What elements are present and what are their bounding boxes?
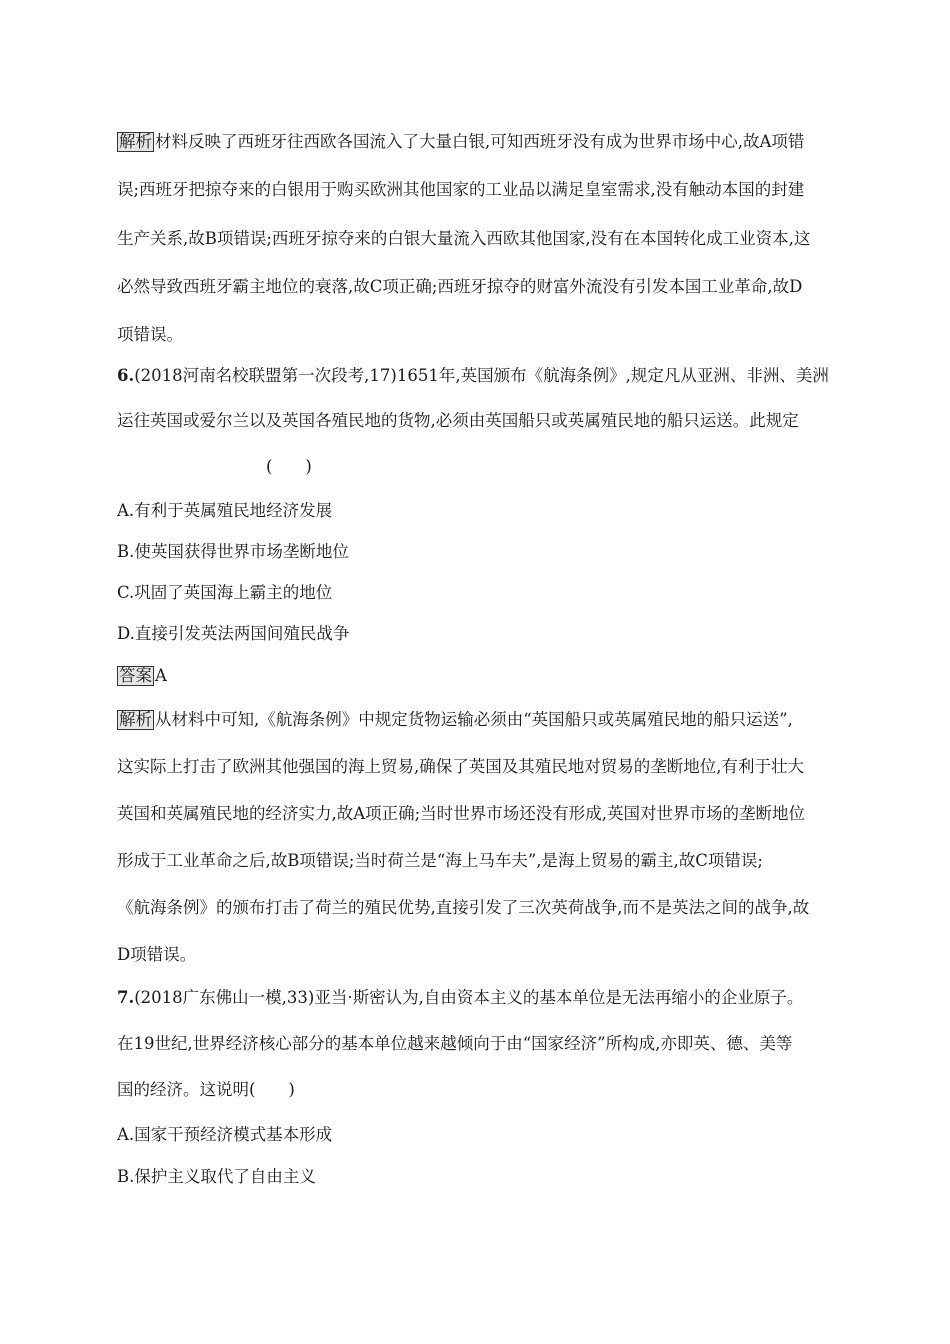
answer-tag: 答案 <box>119 666 152 685</box>
question-number: 7. <box>117 988 135 1007</box>
q6-analysis-line-2: 这实际上打击了欧洲其他强国的海上贸易,确保了英国及其殖民地对贸易的垄断地位,有利于壮大 <box>117 757 804 776</box>
q7-stem-line-3: 国的经济。这说明( ) <box>117 1080 295 1099</box>
q6-option-a: A.有利于英属殖民地经济发展 <box>117 501 333 520</box>
q7-option-b: B.保护主义取代了自由主义 <box>117 1167 316 1186</box>
q7-stem-line-2: 在19世纪,世界经济核心部分的基本单位越来越倾向于由“国家经济”所构成,亦即英、德、美等 <box>117 1034 793 1053</box>
q6-analysis-line-3: 英国和英属殖民地的经济实力,故A项正确;当时世界市场还没有形成,英国对世界市场的垄断地位 <box>117 804 805 823</box>
q7-option-a: A.国家干预经济模式基本形成 <box>117 1125 333 1144</box>
q6-stem-line-1: 6.(2018河南名校联盟第一次段考,17)1651年,英国颁布《航海条例》,规定凡从亚洲、非洲、美洲 <box>117 366 829 385</box>
q6-analysis-line-1: 解析 从材料中可知,《航海条例》中规定货物运输必须由“英国船只或英属殖民地的船只运送”, <box>119 710 793 729</box>
q6-answer <box>117 665 837 687</box>
q7-stem-line-1: 7.(2018广东佛山一模,33)亚当·斯密认为,自由资本主义的基本单位是无法再缩小的企业原子。 <box>117 988 804 1007</box>
q6-option-c: C.巩固了英国海上霸主的地位 <box>117 583 333 602</box>
q6-analysis-line-4: 形成于工业革命之后,故B项错误;当时荷兰是“海上马车夫”,是海上贸易的霸主,故C项错误; <box>117 851 763 870</box>
q5-analysis-line-4: 必然导致西班牙霸主地位的衰落,故C项正确;西班牙掠夺的财富外流没有引发本国工业革命,故D <box>117 277 803 296</box>
q5-analysis-line-3: 生产关系,故B项错误;西班牙掠夺来的白银大量流入西欧其他国家,没有在本国转化成工业资本,这 <box>117 229 811 248</box>
q6-option-d: D.直接引发英法两国间殖民战争 <box>117 624 350 643</box>
analysis-tag: 解析 <box>119 132 152 151</box>
q6-option-b: B.使英国获得世界市场垄断地位 <box>117 542 349 561</box>
q5-analysis-line-5: 项错误。 <box>117 325 183 344</box>
analysis-tag: 解析 <box>119 710 152 729</box>
q6-analysis-line-6: D项错误。 <box>117 945 197 964</box>
q5-analysis-line-2: 误;西班牙把掠夺来的白银用于购买欧洲其他国家的工业品以满足皇室需求,没有触动本国的封建 <box>117 180 805 199</box>
q6-stem-line-2: 运往英国或爱尔兰以及英国各殖民地的货物,必须由英国船只或英属殖民地的船只运送。此规定 <box>117 411 799 430</box>
q6-answer-blank: ( ) <box>266 457 312 476</box>
q6-analysis-line-5: 《航海条例》的颁布打击了荷兰的殖民优势,直接引发了三次英荷战争,而不是英法之间的战争,故 <box>117 898 810 917</box>
q5-analysis-line-1: 解析 材料反映了西班牙往西欧各国流入了大量白银,可知西班牙没有成为世界市场中心,故A项错 <box>119 132 805 151</box>
question-number: 6. <box>117 366 135 385</box>
answer-value: A <box>155 666 167 685</box>
